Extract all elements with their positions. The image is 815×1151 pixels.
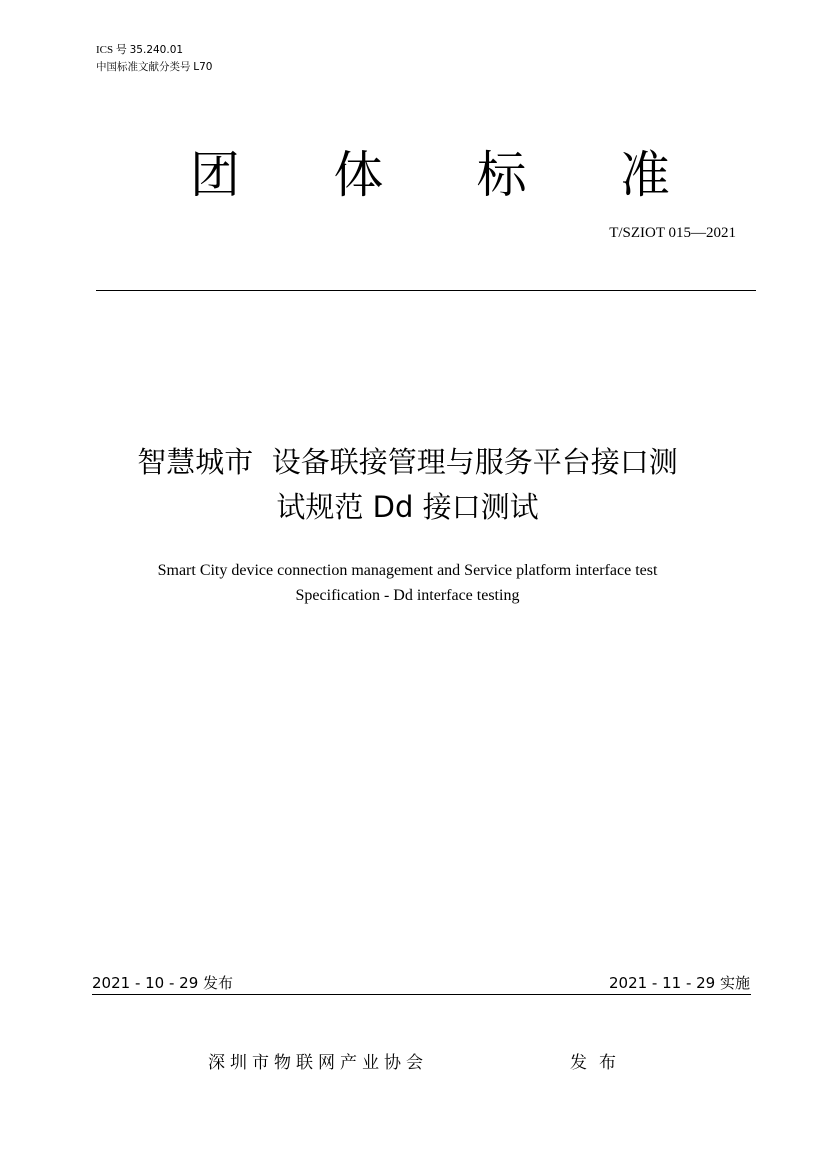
issue-date: 2021 - 10 - 29 发布 — [92, 974, 234, 992]
ccs-number: L70 — [193, 61, 213, 73]
chinese-title — [60, 440, 755, 530]
ccs-label: 中国标准文献分类号 — [96, 61, 191, 73]
publish-label: 发布 — [570, 1053, 628, 1073]
implementation-date: 2021 - 11 - 29 实施 — [608, 974, 750, 992]
english-title — [60, 558, 755, 608]
standard-type-char: 标 — [476, 146, 527, 204]
standard-type-heading — [190, 140, 670, 210]
classification-block — [96, 42, 212, 76]
english-title-line: Specification - Dd interface testing — [295, 587, 520, 604]
english-title-line: Smart City device connection management and Service platform interface test — [157, 562, 658, 579]
standard-code: T/SZIOT 015—2021 — [609, 225, 736, 241]
issuing-organization: 深圳市物联网产业协会 — [208, 1053, 428, 1073]
standard-type-char: 准 — [619, 146, 670, 204]
chinese-title-line: 试规范 Dd 接口测试 — [276, 490, 539, 524]
standard-type-char: 体 — [333, 146, 384, 204]
ccs-line — [96, 59, 212, 76]
bottom-divider — [92, 994, 751, 995]
standard-type-char: 团 — [190, 146, 240, 204]
top-divider — [96, 290, 756, 291]
ics-label: ICS 号 — [96, 44, 127, 56]
ics-line — [96, 42, 212, 59]
chinese-title-line: 智慧城市 设备联接管理与服务平台接口测 — [137, 445, 678, 479]
ics-number: 35.240.01 — [129, 44, 184, 56]
